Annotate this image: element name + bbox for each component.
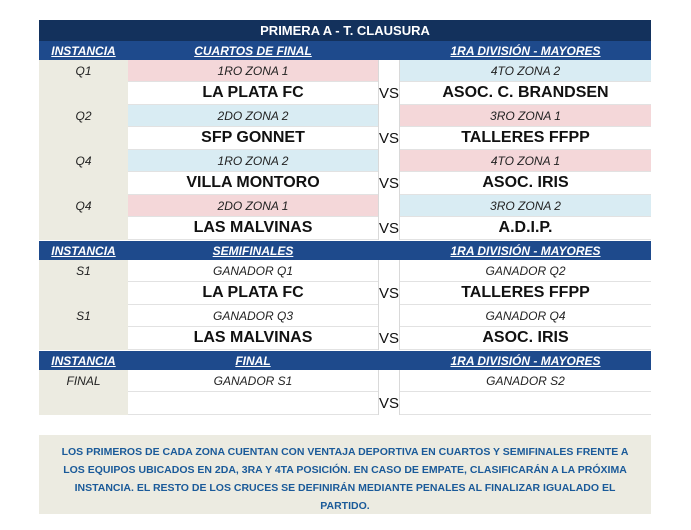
vs-gap [378,150,400,172]
right-slot: 4TO ZONA 1 [400,150,651,172]
vs-label: VS [378,217,400,240]
vs-gap [378,105,400,127]
left-slot: 2DO ZONA 1 [128,195,378,217]
instancia-header: INSTANCIA [39,241,128,260]
right-team: TALLERES FFPP [400,282,651,305]
left-slot: GANADOR Q3 [128,305,378,327]
round-header: FINAL [128,351,378,370]
vs-label: VS [378,82,400,105]
round-header: SEMIFINALES [128,241,378,260]
left-slot: GANADOR Q1 [128,260,378,282]
left-slot: 2DO ZONA 2 [128,105,378,127]
section-cuartos [39,41,651,240]
left-slot: GANADOR S1 [128,370,378,392]
vs-label: VS [378,282,400,305]
left-team: LA PLATA FC [128,82,378,105]
round-header: CUARTOS DE FINAL [128,41,378,60]
vs-gap [378,195,400,217]
match-code: Q2 [39,105,128,127]
right-team: ASOC. C. BRANDSEN [400,82,651,105]
left-team: SFP GONNET [128,127,378,150]
header-gap [378,351,400,370]
right-team: ASOC. IRIS [400,327,651,350]
page-title: PRIMERA A - T. CLAUSURA [39,20,651,41]
vs-gap [378,60,400,82]
right-slot: 3RO ZONA 2 [400,195,651,217]
right-slot: GANADOR Q4 [400,305,651,327]
header-gap [378,41,400,60]
right-team: TALLERES FFPP [400,127,651,150]
rules-note: LOS PRIMEROS DE CADA ZONA CUENTAN CON VENTAJA DEPORTIVA EN CUARTOS Y SEMIFINALES FRENTE A LOS EQUIPOS UBICADOS EN 2DA, 3RA Y 4TA POSICIÓN. EN CASO DE EMPATE, CLASIFICARÁN A LA PRÓXIMA INSTANCIA. EL RESTO DE LOS CRUCES SE DEFINIRÁN MEDIANTE PENALES AL FINALIZAR IGUALADO EL PARTIDO. [39,435,651,514]
left-team [128,392,378,415]
vs-gap [378,260,400,282]
match-code: S1 [39,305,128,327]
left-team: LA PLATA FC [128,282,378,305]
left-team: VILLA MONTORO [128,172,378,195]
left-team: LAS MALVINAS [128,217,378,240]
right-slot: GANADOR Q2 [400,260,651,282]
match-code: FINAL [39,370,128,392]
right-team: ASOC. IRIS [400,172,651,195]
right-slot: 4TO ZONA 2 [400,60,651,82]
left-slot: 1RO ZONA 2 [128,150,378,172]
header-gap [378,241,400,260]
match-code: S1 [39,260,128,282]
left-slot: 1RO ZONA 1 [128,60,378,82]
instancia-header: INSTANCIA [39,41,128,60]
section-semifinales [39,241,651,350]
division-header: 1RA DIVISIÓN - MAYORES [400,241,651,260]
section-final [39,351,651,415]
right-team: A.D.I.P. [400,217,651,240]
vs-label: VS [378,392,400,415]
division-header: 1RA DIVISIÓN - MAYORES [400,41,651,60]
vs-label: VS [378,127,400,150]
left-team: LAS MALVINAS [128,327,378,350]
match-code: Q1 [39,60,128,82]
right-team [400,392,651,415]
match-code: Q4 [39,150,128,172]
right-slot: 3RO ZONA 1 [400,105,651,127]
right-slot: GANADOR S2 [400,370,651,392]
vs-label: VS [378,327,400,350]
match-code: Q4 [39,195,128,217]
division-header: 1RA DIVISIÓN - MAYORES [400,351,651,370]
vs-label: VS [378,172,400,195]
vs-gap [378,370,400,392]
instancia-header: INSTANCIA [39,351,128,370]
vs-gap [378,305,400,327]
